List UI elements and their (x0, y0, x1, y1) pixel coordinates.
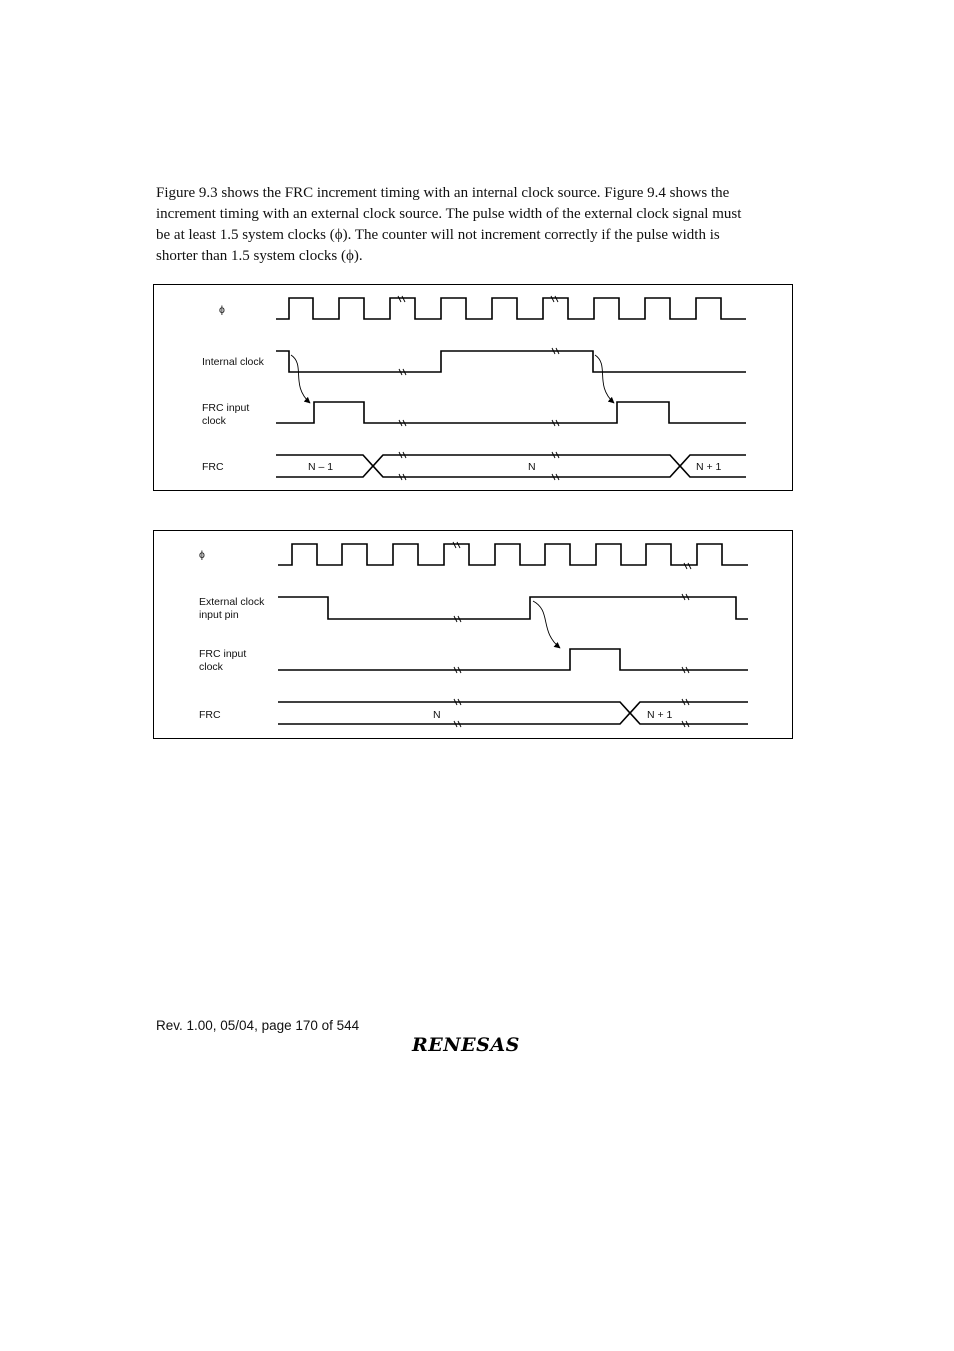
page-footer: Rev. 1.00, 05/04, page 170 of 544 (156, 1018, 360, 1033)
internal-clock-label: Internal clock (202, 356, 264, 368)
frc-input-clock-waveform (278, 649, 748, 670)
frc-value-n-plus-1: N + 1 (647, 709, 673, 721)
timing-diagram-external-clock (153, 530, 793, 739)
frc-value-n-plus-1: N + 1 (696, 461, 722, 473)
frc-input-clock-label-2: clock (199, 661, 223, 673)
edge-arrow (533, 601, 560, 648)
break-mark (684, 563, 691, 569)
external-clock-waveform (278, 597, 748, 619)
frc-value-n-minus-1: N – 1 (308, 461, 334, 473)
renesas-logo: RENESAS (412, 1034, 520, 1056)
frc-input-clock-waveform (276, 402, 746, 423)
external-clock-label-2: input pin (199, 609, 239, 621)
frc-input-clock-label-1: FRC input (199, 648, 247, 660)
break-mark (398, 296, 405, 302)
phi-label: ϕ (219, 304, 225, 316)
edge-arrow (595, 355, 614, 403)
frc-value-n: N (433, 709, 441, 721)
frc-bus-waveform (278, 702, 748, 724)
frc-value-n: N (528, 461, 536, 473)
external-clock-label-1: External clock (199, 596, 265, 608)
phi-waveform (276, 298, 746, 319)
frc-input-clock-label-2: clock (202, 415, 226, 427)
paragraph-line-2: increment timing with an external clock source. The pulse width of the external clock signal must (156, 206, 742, 222)
body-paragraph (156, 183, 796, 267)
paragraph-line-3: be at least 1.5 system clocks (ϕ). The counter will not increment correctly if the pulse width is (156, 227, 720, 243)
timing-diagram-internal-clock (153, 284, 793, 491)
frc-input-clock-label-1: FRC input (202, 402, 250, 414)
break-mark (552, 452, 559, 480)
timing-diagram-external-svg (154, 531, 794, 740)
paragraph-line-1: Figure 9.3 shows the FRC increment timing with an internal clock source. Figure 9.4 shows the (156, 185, 730, 201)
phi-label: ϕ (199, 549, 205, 561)
break-mark (551, 296, 558, 302)
phi-waveform (278, 544, 748, 565)
break-mark (454, 699, 461, 727)
frc-bus-waveform (276, 455, 746, 477)
edge-arrow (291, 355, 310, 403)
frc-label: FRC (199, 709, 221, 721)
break-mark (399, 452, 406, 480)
timing-diagram-internal-svg (154, 285, 794, 492)
paragraph-line-4: shorter than 1.5 system clocks (ϕ). (156, 248, 363, 264)
frc-label: FRC (202, 461, 224, 473)
internal-clock-waveform (276, 351, 746, 372)
break-mark (453, 542, 460, 548)
break-mark (682, 699, 689, 727)
